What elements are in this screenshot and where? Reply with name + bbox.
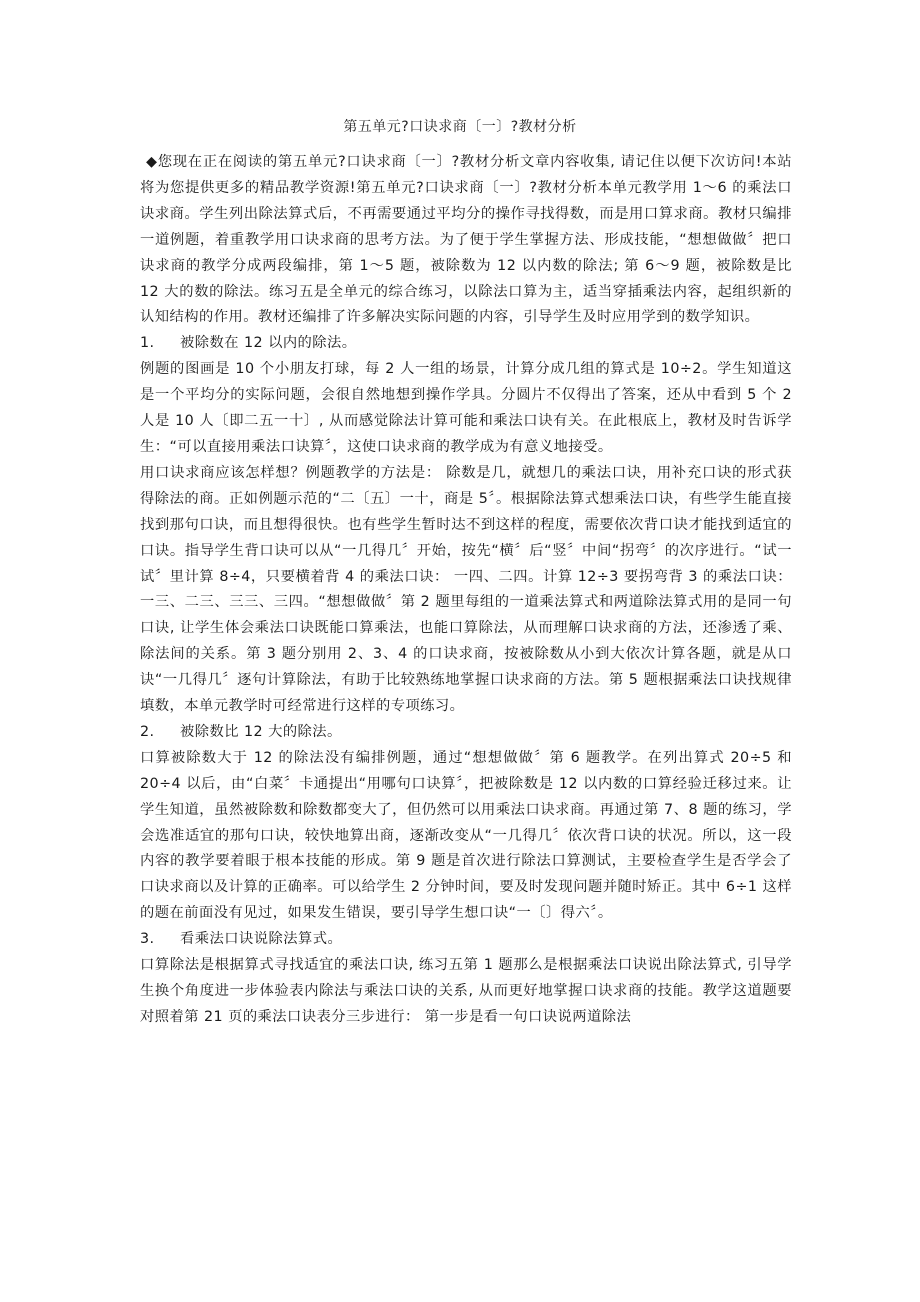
section-1-heading-text: 被除数在 12 以内的除法。 xyxy=(180,335,357,352)
section-3-paragraph-1: 口算除法是根据算式寻找适宜的乘法口诀, 练习五第 1 题那么是根据乘法口诀说出除法算式, 引导学生换个角度进一步体验表内除法与乘法口诀的关系, 从而更好地掌握口诀求商的技能。教学这道题要对照着第 21 页的乘法口诀表分三步进行： 第一步是看一句口诀说两道除法 xyxy=(140,957,792,1025)
section-1-paragraph-1: 例题的图画是 10 个小朋友打球，每 2 人一组的场景，计算分成几组的算式是 10÷2。学生知道这是一个平均分的实际问题，会很自然地想到操作学具。分圆片不仅得出了答案，还从中看到 5 个 2 人是 10 人〔即二五一十〕, 从而感觉除法计算可能和乘法口诀有关。在此根底上，教材及时告诉学生：“可以直接用乘法口诀算〞，这使口诀求商的教学成为有意义地接受。 xyxy=(140,361,792,455)
intro-paragraph: ◆您现在正在阅读的第五单元?口诀求商〔一〕?教材分析文章内容收集, 请记住以便下次访问!本站将为您提供更多的精品教学资源!第五单元?口诀求商〔一〕?教材分析本单元教学用 1～6 的乘法口诀求商。学生列出除法算式后，不再需要通过平均分的操作寻找得数，而是用口算求商。教材只编排一道例题，着重教学用口诀求商的思考方法。为了便于学生掌握方法、形成技能，“想想做做〞把口诀求商的教学分成两段编排，第 1～5 题，被除数为 12 以内数的除法; 第 6～9 题，被除数是比 12 大的数的除法。练习五是全单元的综合练习，以除法口算为主，适当穿插乘法内容，起组织新的认知结构的作用。教材还编排了许多解决实际问题的内容，引导学生及时应用学到的数学知识。 xyxy=(140,154,792,326)
document-body xyxy=(140,150,792,1031)
section-1-paragraph-2: 用口诀求商应该怎样想？例题教学的方法是： 除数是几，就想几的乘法口诀，用补充口诀的形式获得除法的商。正如例题示范的“二〔五〕一十，商是 5〞。根据除法算式想乘法口诀，有些学生能直接找到那句口诀，而且想得很快。也有些学生暂时达不到这样的程度，需要依次背口诀才能找到适宜的口诀。指导学生背口诀可以从“一几得几〞开始，按先“横〞后“竖〞中间“拐弯〞的次序进行。“试一试〞里计算 8÷4，只要横着背 4 的乘法口诀： 一四、二四。计算 12÷3 要拐弯背 3 的乘法口诀： 一三、二三、三三、三四。“想想做做〞第 2 题里每组的一道乘法算式和两道除法算式用的是同一句口诀, 让学生体会乘法口诀既能口算乘法，也能口算除法，从而理解口诀求商的方法，还渗透了乘、除法间的关系。第 3 题分别用 2、3、4 的口诀求商，按被除数从小到大依次计算各题，就是从口诀“一几得几〞逐句计算除法，有助于比较熟练地掌握口诀求商的方法。第 5 题根据乘法口诀找规律填数，本单元教学时可经常进行这样的专项练习。 xyxy=(140,464,792,715)
section-1-heading xyxy=(140,331,792,357)
section-3-heading xyxy=(140,927,792,953)
section-3-heading-text: 看乘法口诀说除法算式。 xyxy=(180,931,343,948)
section-1-number: 1. xyxy=(140,335,155,352)
section-2-heading xyxy=(140,720,792,746)
section-3-number: 3. xyxy=(140,931,155,948)
document-title: 第五单元?口诀求商〔一〕?教材分析 xyxy=(343,119,577,135)
section-2-number: 2. xyxy=(140,723,155,740)
section-2-heading-text: 被除数比 12 大的除法。 xyxy=(180,723,342,740)
section-2-paragraph-1: 口算被除数大于 12 的除法没有编排例题，通过“想想做做〞第 6 题教学。在列出算式 20÷5 和 20÷4 以后，由“白菜〞卡通提出“用哪句口诀算〞，把被除数是 12 以内数的口算经验迁移过来。让学生知道，虽然被除数和除数都变大了，但仍然可以用乘法口诀求商。再通过第 7、8 题的练习，学会选准适宜的那句口诀，较快地算出商，逐渐改变从“一几得几〞依次背口诀的状况。所以，这一段内容的教学要着眼于根本技能的形成。第 9 题是首次进行除法口算测试，主要检查学生是否学会了口诀求商以及计算的正确率。可以给学生 2 分钟时间，要及时发现问题并随时矫正。其中 6÷1 这样的题在前面没有见过，如果发生错误，要引导学生想口诀“一〔〕得六〞。 xyxy=(140,749,792,922)
